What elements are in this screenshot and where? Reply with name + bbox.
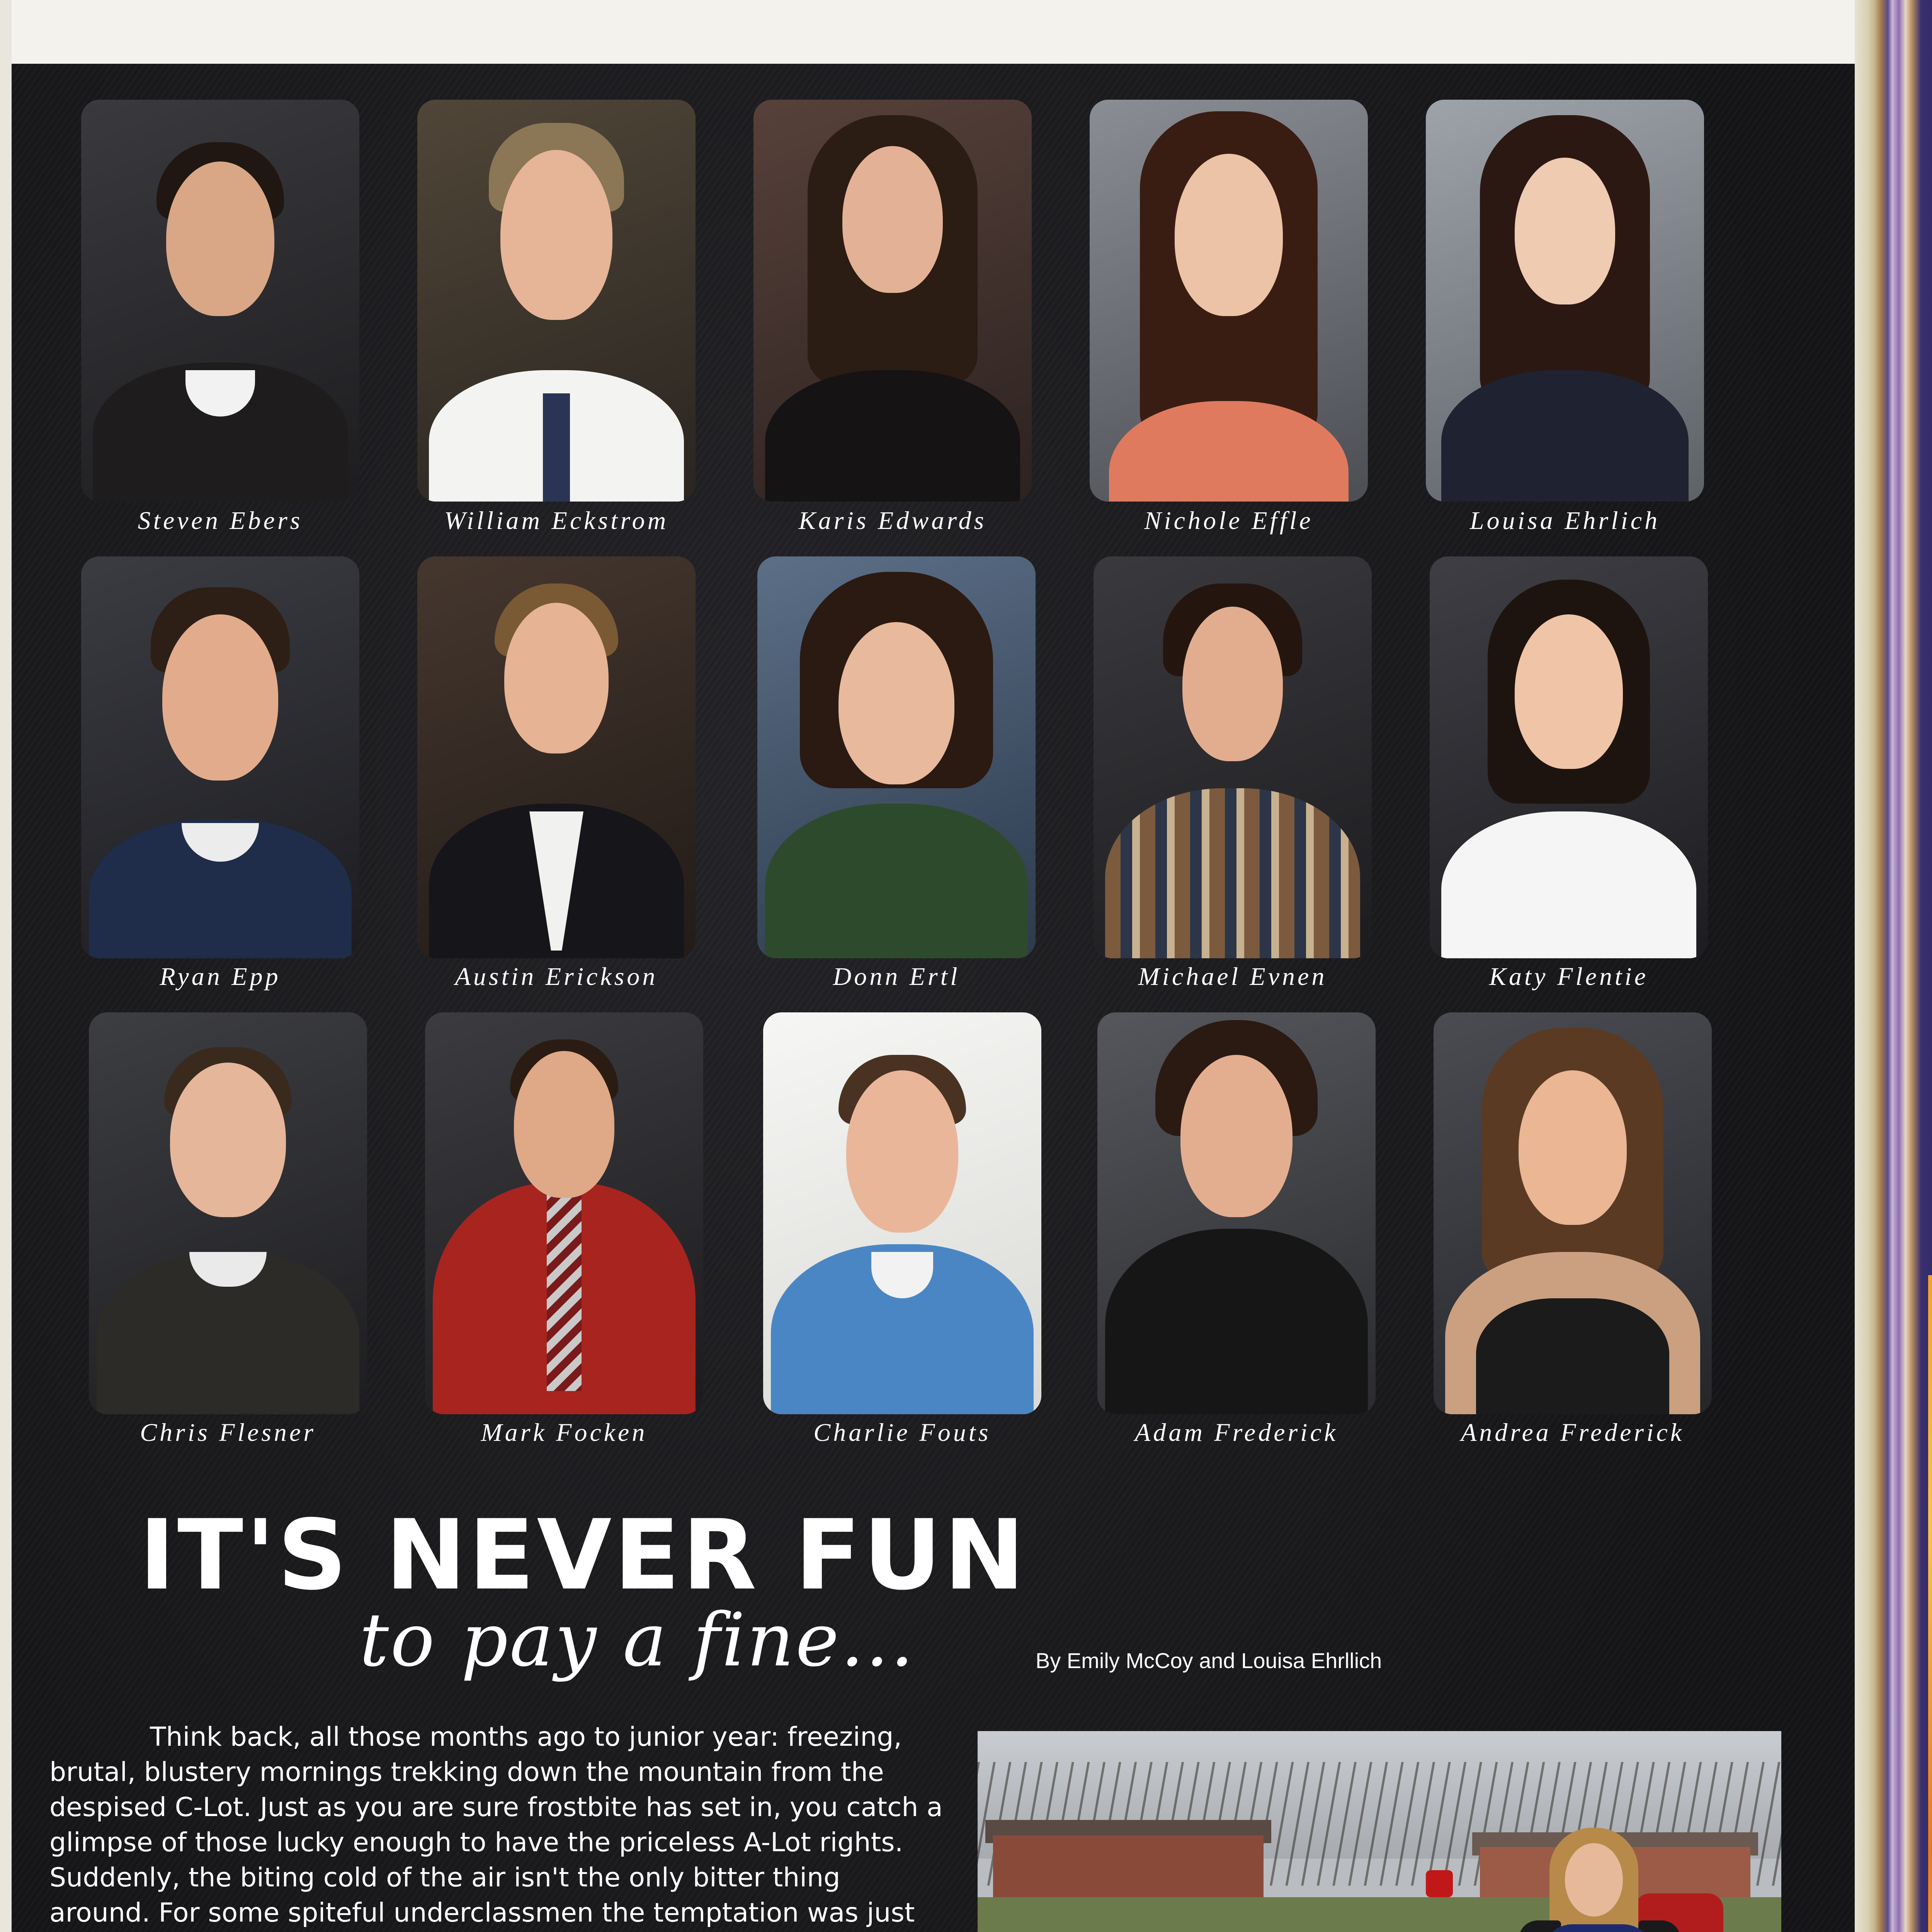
portrait-photo: [81, 556, 359, 958]
portrait-name: William Eckstrom: [444, 507, 669, 535]
portrait-name: Michael Evnen: [1138, 963, 1327, 991]
portrait-name: Mark Focken: [481, 1418, 648, 1447]
portrait-photo: [757, 556, 1036, 958]
parking-lot-photo: [978, 1731, 1781, 1932]
portrait-photo: [1426, 100, 1704, 502]
portrait-photo: [417, 556, 696, 958]
portrait-photo: [1430, 556, 1708, 958]
portrait-photo: [1094, 556, 1372, 958]
portrait-photo: [1097, 1012, 1376, 1414]
portrait-name: Katy Flentie: [1489, 963, 1649, 991]
portrait-name: Chris Flesner: [140, 1418, 316, 1447]
portrait-name: Ryan Epp: [160, 963, 281, 991]
portrait-name: Louisa Ehrlich: [1469, 507, 1660, 535]
headline: IT'S NEVER FUN: [139, 1499, 1027, 1611]
page-edges: [1855, 0, 1932, 1932]
portrait-name: Adam Frederick: [1134, 1418, 1338, 1447]
byline: By Emily McCoy and Louisa Ehrllich: [1036, 1648, 1382, 1673]
portrait-photo: [89, 1012, 367, 1414]
portrait-photo: [417, 100, 696, 502]
portrait-photo: [1090, 100, 1368, 502]
article-body: [49, 1719, 946, 1932]
portrait-name: Karis Edwards: [798, 507, 987, 535]
portrait-photo: [1434, 1012, 1712, 1414]
subheadline: to pay a fine...: [359, 1597, 915, 1683]
book-top-edge: [0, 0, 1932, 66]
portrait-name: Austin Erickson: [455, 963, 658, 991]
portrait-name: Nichole Effle: [1144, 507, 1313, 535]
article-paragraph: Think back, all those months ago to junior year: freezing, brutal, blustery mornings trekking down the mountain from the despised C-Lot. Just as you are sure frostbite has set in, you catch a glimpse of those lucky enough to have the priceless A-Lot rights. Suddenly, the biting cold of the air isn't the only bitter thing around. For some spiteful underclassmen the temptation was just: [49, 1722, 943, 1928]
portrait-photo: [425, 1012, 703, 1414]
portrait-photo: [763, 1012, 1041, 1414]
portrait-name: Charlie Fouts: [813, 1418, 991, 1447]
portrait-photo: [753, 100, 1032, 502]
portrait-name: Andrea Frederick: [1461, 1418, 1685, 1447]
portrait-name: Steven Ebers: [138, 507, 303, 535]
book-left-edge: [0, 0, 12, 1932]
portrait-name: Donn Ertl: [833, 963, 960, 991]
stop-sign-icon: [1426, 1870, 1453, 1897]
cover-art: [1928, 1275, 1932, 1932]
portrait-photo: [81, 100, 359, 502]
